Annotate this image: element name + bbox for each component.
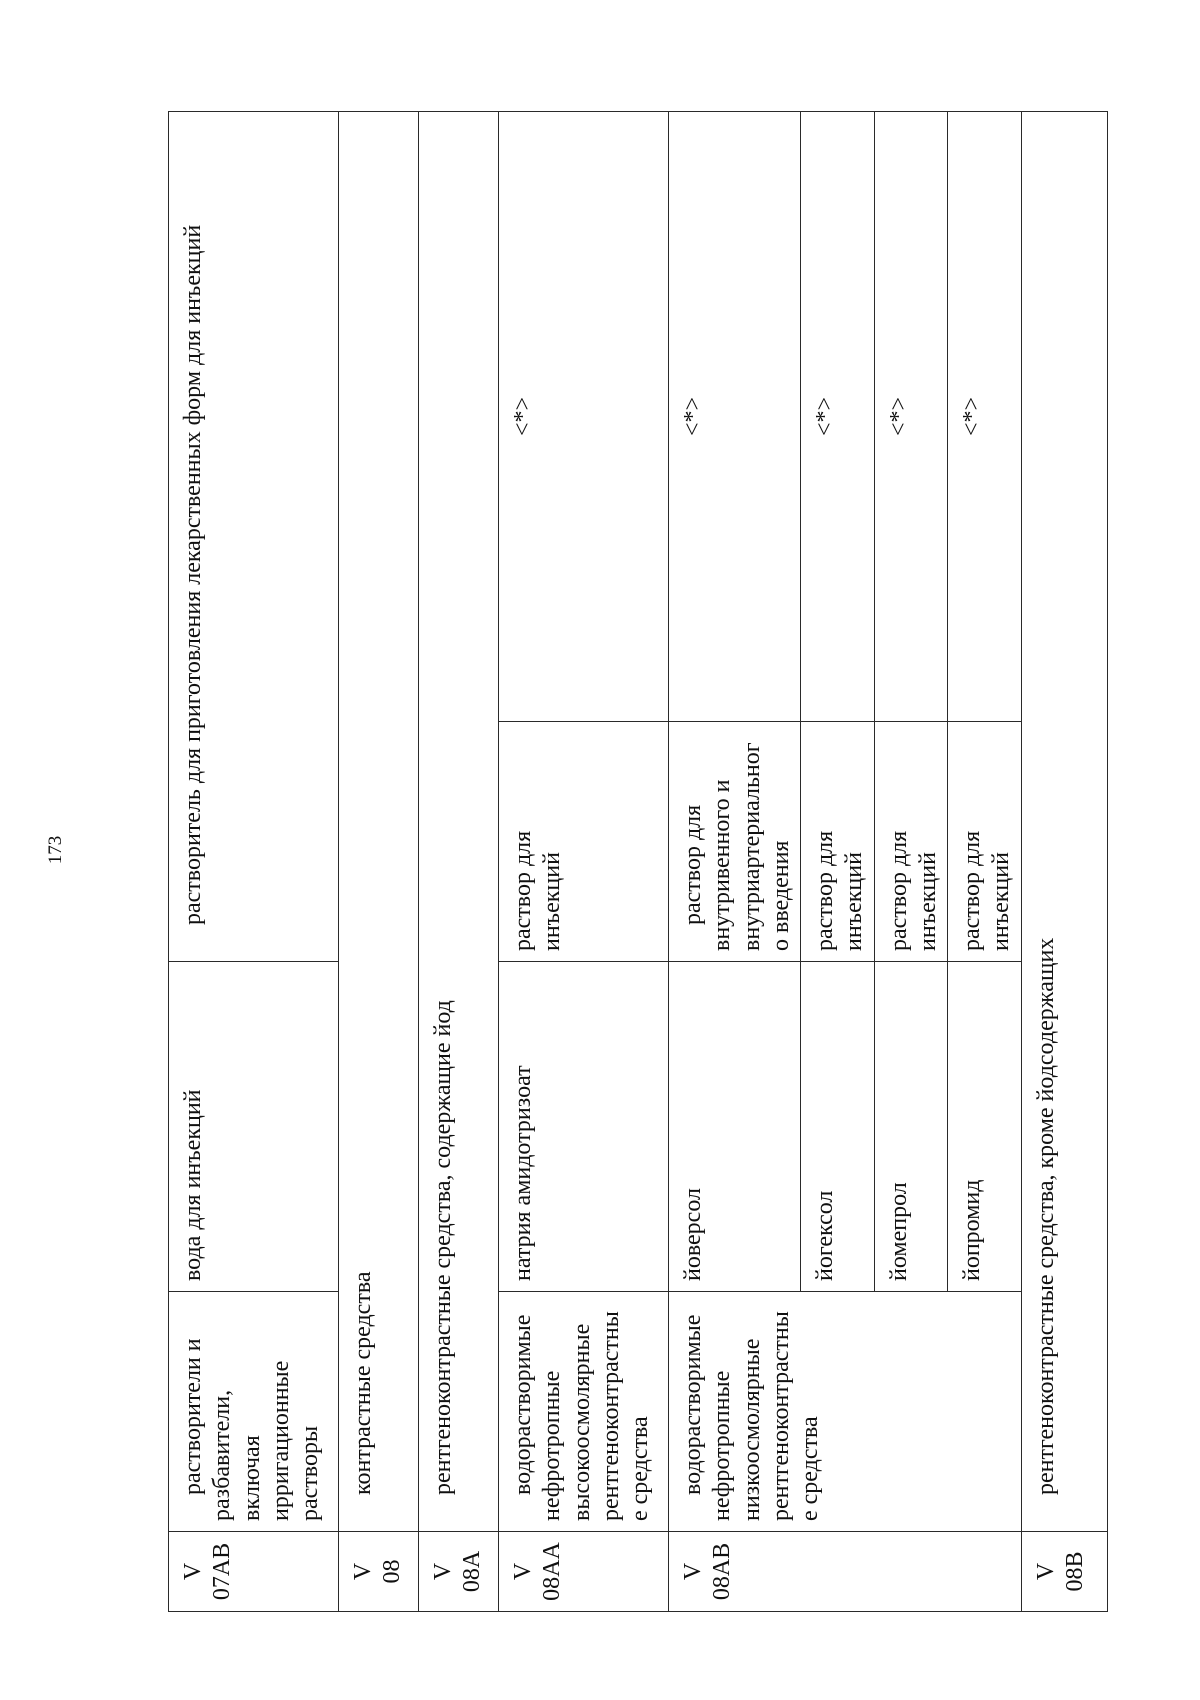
- atc-code-cell: [339, 1532, 419, 1612]
- code-value: 08A: [459, 1550, 486, 1593]
- table-row: [169, 111, 339, 1611]
- drug-cell: йоверсол: [669, 962, 801, 1292]
- group-cell: водорастворимые нефротропные низкоосмолярные рентгеноконтрастные средства: [669, 1292, 1022, 1532]
- code-value: 08AB: [709, 1542, 736, 1601]
- code-prefix: V: [430, 1562, 456, 1581]
- code-value: 08: [379, 1559, 406, 1584]
- table-row: [339, 111, 419, 1611]
- atc-code-cell: [169, 1532, 339, 1612]
- code-value: 07AB: [209, 1542, 236, 1601]
- table-row: [419, 111, 499, 1611]
- group-cell: растворители и разбавители, включая ирригационные растворы: [169, 1292, 339, 1532]
- drug-table: [168, 111, 1108, 1612]
- code-prefix: V: [510, 1562, 536, 1581]
- form-cell: раствор для инъекций: [801, 722, 875, 962]
- note-cell: <*>: [499, 111, 669, 721]
- form-text: раствор для внутривенного и внутриартериального введения: [680, 742, 794, 951]
- note-cell: <*>: [669, 111, 801, 721]
- drug-cell: йомепрол: [874, 962, 948, 1292]
- drug-cell: натрия амидотризоат: [499, 962, 669, 1292]
- group-cell: рентгеноконтрастные средства, содержащие йод: [419, 111, 499, 1531]
- atc-code-cell: [419, 1532, 499, 1612]
- group-cell: контрастные средства: [339, 111, 419, 1531]
- table-row: [499, 111, 669, 1611]
- code-prefix: V: [1032, 1562, 1059, 1581]
- group-cell: рентгеноконтрастные средства, кроме йодсодержащих: [1021, 111, 1107, 1531]
- note-cell: <*>: [948, 111, 1022, 721]
- code-prefix: V: [350, 1562, 376, 1581]
- code-prefix: V: [180, 1562, 206, 1581]
- group-cell: водорастворимые нефротропные высокоосмолярные рентгеноконтрастные средства: [499, 1292, 669, 1532]
- form-cell: раствор для инъекций: [874, 722, 948, 962]
- form-cell: [669, 722, 801, 962]
- table-row: [1021, 111, 1107, 1611]
- page-number: 173: [45, 835, 66, 865]
- form-cell: раствор для инъекций: [499, 722, 669, 962]
- form-cell: раствор для инъекций: [948, 722, 1022, 962]
- atc-code-cell: [1021, 1532, 1107, 1612]
- atc-code-cell: [669, 1532, 1022, 1612]
- form-cell: [169, 111, 339, 961]
- code-prefix: V: [680, 1562, 706, 1581]
- form-text: растворитель для приготовления лекарственных форм для инъекций: [180, 224, 206, 925]
- rotated-table-container: [168, 112, 1086, 1612]
- drug-cell: вода для инъекций: [169, 962, 339, 1292]
- drug-cell: йогексол: [801, 962, 875, 1292]
- code-value: 08B: [1061, 1551, 1088, 1592]
- drug-cell: йопромид: [948, 962, 1022, 1292]
- note-cell: <*>: [874, 111, 948, 721]
- note-cell: <*>: [801, 111, 875, 721]
- code-value: 08AA: [539, 1542, 566, 1601]
- table-row: [669, 111, 801, 1611]
- atc-code-cell: [499, 1532, 669, 1612]
